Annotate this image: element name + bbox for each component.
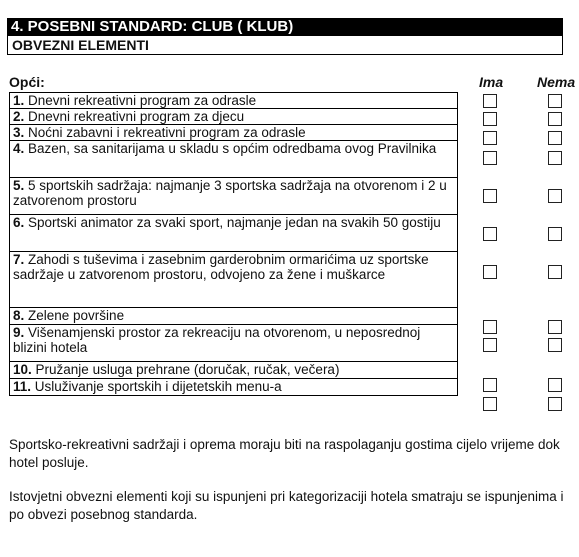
column-header-yes: Ima: [479, 74, 504, 90]
requirements-table: [9, 92, 458, 396]
table-row: [10, 362, 458, 379]
checkbox-yes-10[interactable]: [483, 378, 497, 392]
item-number: 11.: [13, 379, 32, 394]
list-item: [10, 178, 458, 215]
item-number: 5.: [13, 178, 25, 193]
list-item: [10, 215, 458, 252]
item-text: Sportski animator za svaki sport, najmanje jedan na svakih 50 gostiju: [24, 215, 441, 230]
checkbox-no-3[interactable]: [548, 131, 562, 145]
item-number: 9.: [13, 325, 25, 340]
list-item: [10, 325, 458, 362]
checkbox-yes-3[interactable]: [483, 131, 497, 145]
item-text: Zelene površine: [24, 308, 125, 323]
table-row: [10, 109, 458, 125]
checkbox-yes-2[interactable]: [483, 112, 497, 126]
checkbox-no-8[interactable]: [548, 320, 562, 334]
item-number: 10.: [13, 362, 32, 377]
item-number: 4.: [13, 141, 25, 156]
table-row: [10, 215, 458, 252]
checkbox-yes-1[interactable]: [483, 94, 497, 108]
table-row: [10, 141, 458, 178]
checkbox-no-7[interactable]: [548, 265, 562, 279]
checkbox-no-6[interactable]: [548, 227, 562, 241]
item-number: 1.: [13, 93, 25, 108]
item-number: 7.: [13, 252, 25, 267]
checkbox-no-10[interactable]: [548, 378, 562, 392]
checkbox-yes-11[interactable]: [483, 397, 497, 411]
checkbox-no-1[interactable]: [548, 94, 562, 108]
standard-title: 4. POSEBNI STANDARD: CLUB ( KLUB): [7, 18, 563, 36]
list-item: [10, 252, 458, 308]
item-number: 2.: [13, 109, 25, 124]
item-number: 6.: [13, 215, 25, 230]
checkbox-yes-4[interactable]: [483, 151, 497, 165]
checkbox-yes-6[interactable]: [483, 227, 497, 241]
item-text: Noćni zabavni i rekreativni program za odrasle: [24, 125, 306, 140]
checkbox-no-2[interactable]: [548, 112, 562, 126]
table-row: [10, 379, 458, 396]
checkbox-no-11[interactable]: [548, 397, 562, 411]
item-text: Dnevni rekreativni program za djecu: [24, 109, 245, 124]
list-item: [10, 308, 458, 325]
table-row: [10, 252, 458, 308]
table-row: [10, 308, 458, 325]
table-row: [10, 93, 458, 109]
item-text: Višenamjenski prostor za rekreaciju na otvorenom, u neposrednoj blizini hotela: [13, 325, 421, 355]
section-subtitle: OBVEZNI ELEMENTI: [7, 36, 563, 55]
checkbox-yes-7[interactable]: [483, 265, 497, 279]
item-text: Zahodi s tuševima i zasebnim garderobnim ormarićima uz sportske sadržaje u zatvorenom prostoru, odvojeno za žene i muškarce: [13, 252, 429, 282]
equivalence-note: Istovjetni obvezni elementi koji su ispunjeni pri kategorizaciji hotela smatraju se ispunjenima i po obvezi posebnog standarda.: [9, 489, 564, 522]
checkbox-no-5[interactable]: [548, 189, 562, 203]
item-number: 3.: [13, 125, 25, 140]
column-header-no: Nema: [537, 74, 576, 90]
list-item: [10, 362, 458, 379]
item-number: 8.: [13, 308, 25, 323]
checkbox-yes-9[interactable]: [483, 338, 497, 352]
table-row: [10, 325, 458, 362]
section-label: Opći:: [9, 74, 45, 90]
list-item: [10, 141, 458, 178]
item-text: 5 sportskih sadržaja: najmanje 3 sportska sadržaja na otvorenom i 2 u zatvorenom prostoru: [13, 178, 447, 208]
item-text: Bazen, sa sanitarijama u skladu s općim odredbama ovog Pravilnika: [24, 141, 437, 156]
checkbox-yes-5[interactable]: [483, 189, 497, 203]
list-item: [10, 109, 458, 125]
checkbox-no-9[interactable]: [548, 338, 562, 352]
item-text: Pružanje usluga prehrane (doručak, ručak, večera): [31, 362, 340, 377]
item-text: Dnevni rekreativni program za odrasle: [24, 93, 257, 108]
table-row: [10, 178, 458, 215]
item-text: Usluživanje sportskih i dijetetskih menu-a: [31, 379, 282, 394]
table-row: [10, 125, 458, 141]
list-item: [10, 93, 458, 109]
availability-note: Sportsko-rekreativni sadržaji i oprema moraju biti na raspolaganju gostima cijelo vrijeme dok hotel posluje.: [9, 437, 560, 470]
list-item: [10, 379, 458, 396]
list-item: [10, 125, 458, 141]
checkbox-yes-8[interactable]: [483, 320, 497, 334]
checkbox-no-4[interactable]: [548, 151, 562, 165]
